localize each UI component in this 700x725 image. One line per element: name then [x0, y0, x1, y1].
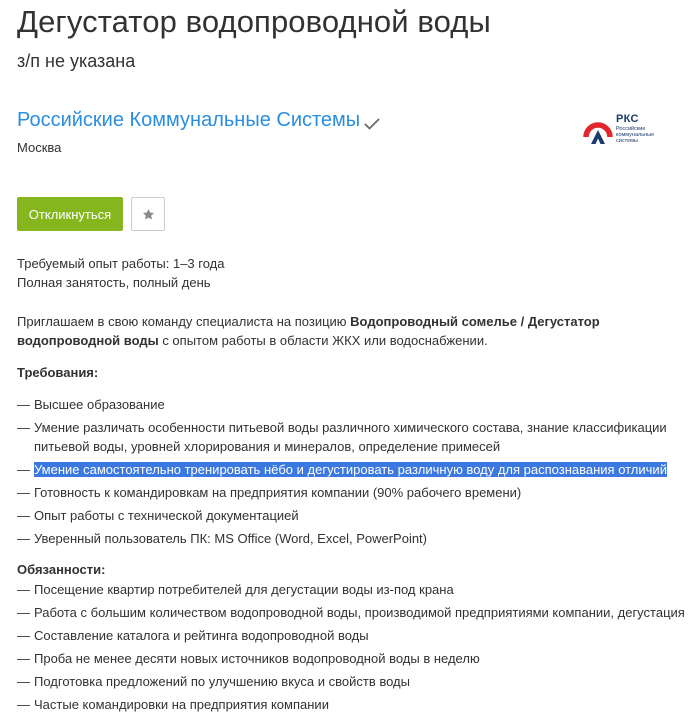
- requirement-text: Опыт работы с технической документацией: [34, 508, 299, 523]
- list-dash: —: [17, 651, 30, 666]
- requirement-item: [17, 506, 693, 525]
- duty-item: [17, 626, 693, 645]
- duties-heading: Обязанности:: [17, 562, 106, 577]
- duty-item: [17, 580, 693, 599]
- list-dash: —: [17, 697, 30, 712]
- selected-requirement-text[interactable]: Умение самостоятельно тренировать нёбо и дегустировать различную воду для распознавания отличий: [34, 462, 667, 477]
- verified-check-icon: [364, 117, 380, 131]
- star-icon: [142, 208, 155, 221]
- requirement-item: [17, 395, 693, 414]
- requirement-item: [17, 418, 693, 456]
- requirement-text: Готовность к командировкам на предприятия компании (90% рабочего времени): [34, 485, 522, 500]
- salary-text: з/п не указана: [17, 51, 136, 71]
- company-logo-text: [616, 114, 660, 144]
- company-city: Москва: [17, 140, 62, 155]
- requirement-item: [17, 483, 693, 502]
- duty-text: Подготовка предложений по улучшению вкуса и свойств воды: [34, 674, 410, 689]
- requirements-heading: Требования:: [17, 365, 99, 380]
- requirement-text: Уверенный пользователь ПК: MS Office (Word, Excel, PowerPoint): [34, 531, 428, 546]
- intro-text-before: Приглашаем в свою команду специалиста на позицию: [17, 314, 351, 329]
- requirement-item: [17, 529, 693, 548]
- requirement-text: Умение различать особенности питьевой воды различного химического состава, знание классификации питьевой воды, уровней хлорирования и минералов, определение примесей: [34, 420, 667, 454]
- company-name-link[interactable]: Российские Коммунальные Системы: [17, 109, 361, 131]
- requirement-text: Высшее образование: [34, 397, 165, 412]
- description-intro: [17, 312, 687, 350]
- list-dash: —: [17, 674, 30, 689]
- list-dash: —: [17, 628, 30, 643]
- company-logo-mark-icon: [583, 111, 613, 147]
- list-dash: —: [17, 508, 30, 523]
- list-dash: —: [17, 397, 30, 412]
- duty-item: [17, 603, 693, 622]
- duty-item: [17, 695, 693, 714]
- logo-fullname: Российские коммунальные системы: [616, 126, 655, 144]
- duty-item: [17, 672, 693, 691]
- employment-text: Полная занятость, полный день: [17, 275, 211, 290]
- intro-position-name: Водопроводный сомелье / Дегустатор водопроводной воды: [17, 314, 600, 348]
- company-logo[interactable]: [583, 111, 663, 151]
- intro-text-after: с опытом работы в области ЖКХ или водоснабжении.: [158, 333, 488, 348]
- vacancy-meta: [17, 254, 225, 292]
- duty-text: Проба не менее десяти новых источников водопроводной воды в неделю: [34, 651, 480, 666]
- duty-text: Посещение квартир потребителей для дегустации воды из-под крана: [34, 582, 454, 597]
- list-dash: —: [17, 485, 30, 500]
- list-dash: —: [17, 605, 30, 620]
- list-dash: —: [17, 462, 30, 477]
- requirement-item: [17, 460, 693, 479]
- duty-item: [17, 649, 693, 668]
- list-dash: —: [17, 531, 30, 546]
- vacancy-title: Дегустатор водопроводной воды: [17, 4, 491, 39]
- logo-abbr: РКС: [616, 113, 639, 125]
- duty-text: Частые командировки на предприятия компании: [34, 697, 329, 712]
- experience-text: Требуемый опыт работы: 1–3 года: [17, 256, 225, 271]
- respond-button[interactable]: Откликнуться: [17, 197, 123, 231]
- duty-text: Работа с большим количеством водопроводной воды, производимой предприятиями компании, дегустация: [34, 605, 685, 620]
- favorite-button[interactable]: [131, 197, 165, 231]
- list-dash: —: [17, 420, 30, 435]
- company-row: [17, 109, 380, 132]
- duty-text: Составление каталога и рейтинга водопроводной воды: [34, 628, 369, 643]
- list-dash: —: [17, 582, 30, 597]
- duties-list: [17, 580, 693, 714]
- requirements-list: [17, 395, 693, 548]
